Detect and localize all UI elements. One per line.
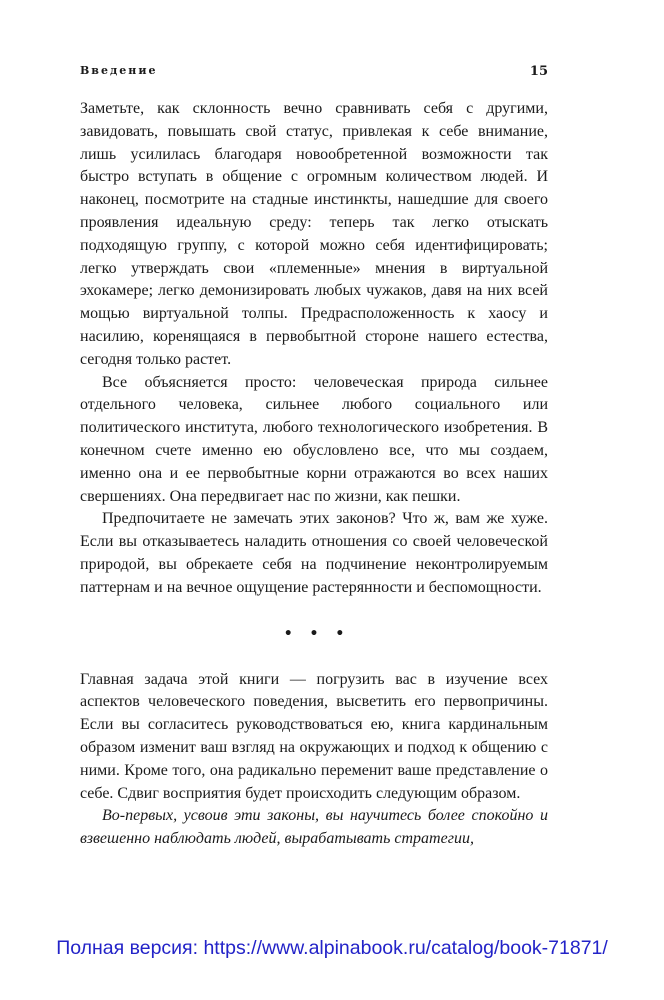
- running-head-section-title: Введение: [80, 64, 158, 77]
- paragraph: Предпочитаете не замечать этих законов? Что ж, вам же хуже. Если вы отказываетесь наладить отношения со своей человеческой природой, вы обрекаете себя на подчинение неконтролируемым паттернам и на вечное ощущение растерянности и беспомощности.: [80, 510, 548, 596]
- page-header: [80, 64, 548, 84]
- full-version-link[interactable]: Полная версия: https://www.alpinabook.ru/catalog/book-71871/: [56, 937, 608, 959]
- paragraph-italic: Во-первых, усвоив эти законы, вы научитесь более спокойно и взвешенно наблюдать людей, вырабатывать стратегии,: [80, 807, 548, 848]
- section-separator: • • •: [283, 625, 351, 642]
- page-number: 15: [529, 64, 548, 79]
- body-text: [80, 98, 548, 851]
- paragraph: Заметьте, как склонность вечно сравнивать себя с другими, завидовать, повышать свой статус, привлекая к себе внимание, лишь усилилась благодаря новообретенной возможности так быстро вступать в общение с огромным количеством людей. И наконец, посмотрите на стадные инстинкты, нашедшие для своего проявления идеальную среду: теперь так легко отыскать подходящую группу, с которой можно себя идентифицировать; легко утверждать свои «племенные» мнения в виртуальной эхокамере; легко демонизировать любых чужаков, давя на них всей мощью виртуальной толпы. Предрасположенность к хаосу и насилию, коренящаяся в первобытной стороне нашего естества, сегодня только растет.: [80, 100, 548, 368]
- paragraph: Все объясняется просто: человеческая природа сильнее отдельного человека, сильнее любого социального или политического института, любого технологического изобретения. В конечном счете именно ею обусловлено все, что мы создаем, именно она и ее первобытные корни отражаются во всех наших свершениях. Она передвигает нас по жизни, как пешки.: [80, 373, 548, 505]
- paragraph: Главная задача этой книги — погрузить вас в изучение всех аспектов человеческого поведения, высветить его первопричины. Если вы согласитесь руководствоваться ею, книга кардинальным образом изменит ваш взгляд на окружающих и подход к общению с ними. Кроме того, она радикально переменит ваше представление о себе. Сдвиг восприятия будет происходить следующим образом.: [80, 670, 548, 802]
